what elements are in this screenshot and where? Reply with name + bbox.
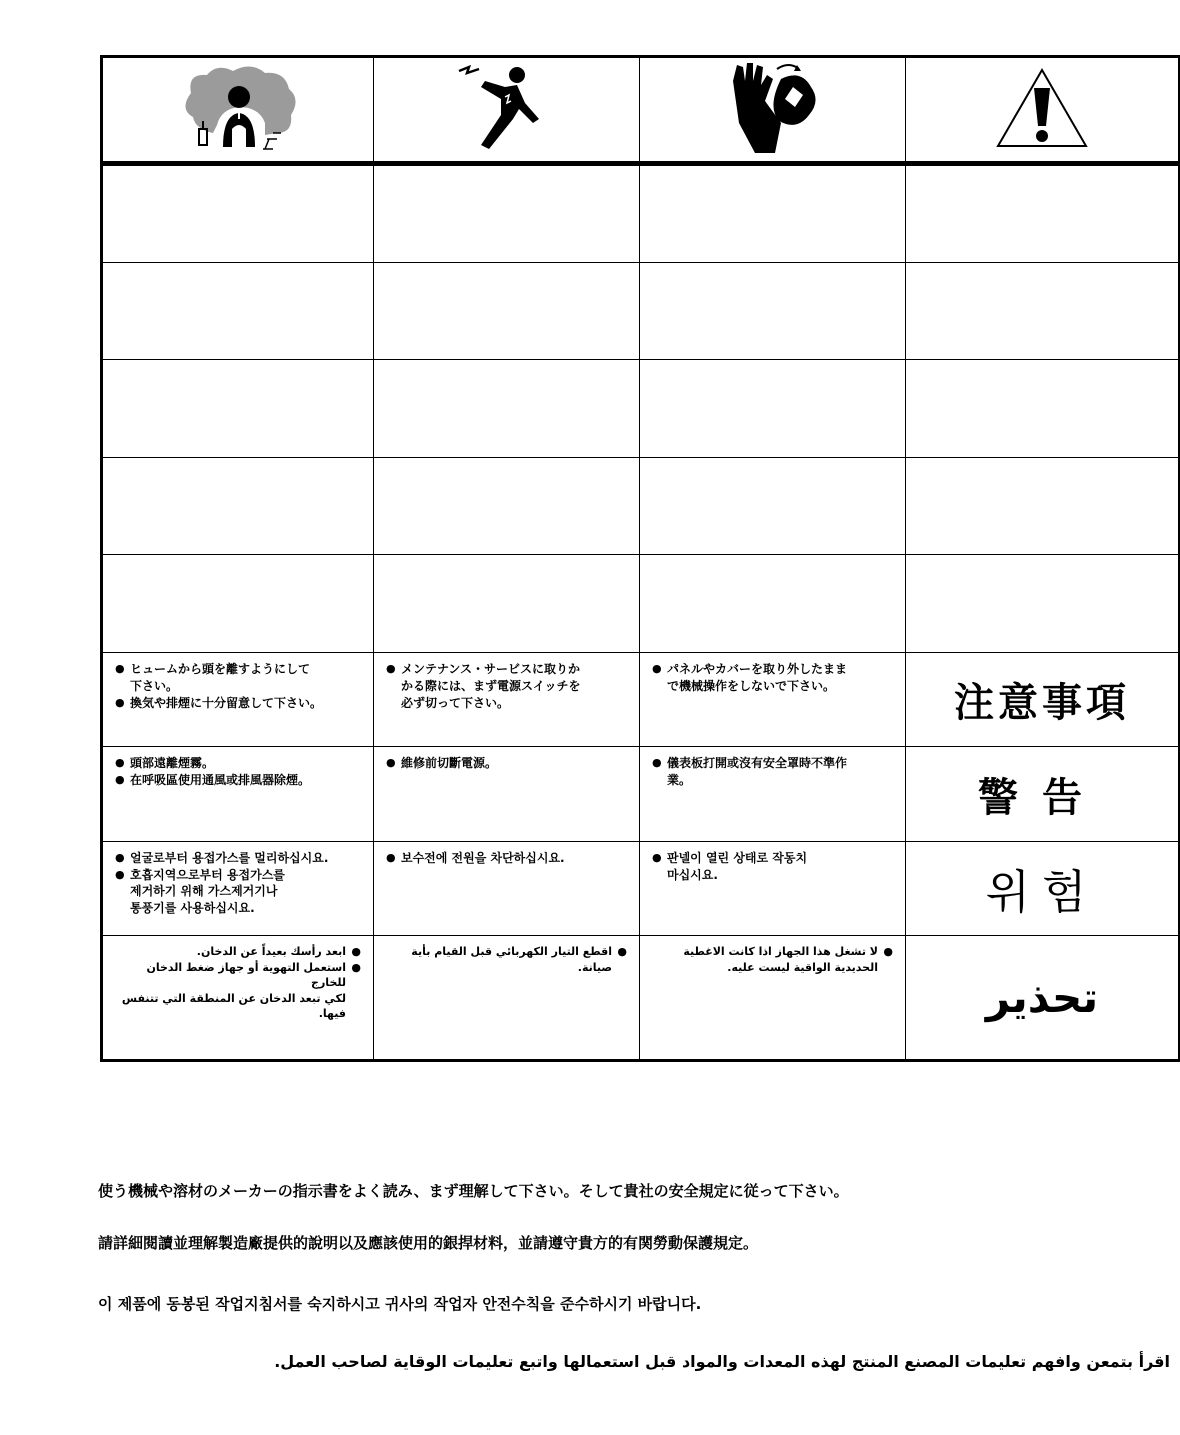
- zh-hand-item-1: ● 儀表板打開或沒有安全罩時不準作 業。: [652, 755, 897, 789]
- ar-shock-cell: [374, 936, 640, 1061]
- footer-korean: 이 제품에 동봉된 작업지침서를 숙지하시고 귀사의 작업자 안전수칙을 준수하시기 바랍니다.: [98, 1295, 702, 1313]
- ja-fumes-item-2: ● 換気や排煙に十分留意して下さい。: [115, 695, 365, 712]
- ja-title: 注意事項: [906, 652, 1180, 746]
- row-korean: [102, 841, 1180, 935]
- warning-table: [100, 55, 1180, 1062]
- zh-fumes-item-1: ● 頭部遠離煙霧。: [115, 755, 365, 772]
- ja-fumes-item-1: ● ヒュームから頭を離すようにして 下さい。: [115, 661, 365, 695]
- ko-fumes-item-1: ● 얼굴로부터 용접가스를 멀리하십시요.: [115, 850, 365, 867]
- zh-hand-cell: [640, 747, 906, 841]
- ar-hand-item-1: ● لا تشغل هذا الجهاز اذا كانت الاغطية الحديدية الواقية ليست عليه.: [648, 944, 893, 975]
- ja-shock-item-1: ● メンテナンス・サービスに取りか かる際には、まず電源スイッチを 必ず切って下さい。: [386, 661, 631, 711]
- ar-fumes-item-2: ● استعمل التهوية أو جهاز ضغط الدخان للخارج لكي تبعد الدخان عن المنطقة التي تتنفس فيها.: [111, 960, 361, 1022]
- ko-fumes-cell: [102, 841, 374, 935]
- ja-hand-item-1: ● パネルやカバーを取り外したまま で機械操作をしないで下さい。: [652, 661, 897, 695]
- icon-cell-fumes: [102, 57, 374, 164]
- blank-row: [102, 360, 1180, 457]
- ko-shock-cell: [374, 841, 640, 935]
- ar-fumes-cell: [102, 936, 374, 1061]
- ar-shock-item-1: ● اقطع التيار الكهربائي قبل القيام بأية صيانة.: [382, 944, 627, 975]
- zh-shock-cell: [374, 747, 640, 841]
- ko-hand-item-1: ● 판넬이 열린 상태로 작동치 마십시요.: [652, 850, 897, 884]
- ar-fumes-item-1: ● ابعد رأسك بعيداً عن الدخان.: [111, 944, 361, 959]
- ja-fumes-cell: [102, 652, 374, 746]
- zh-fumes-cell: [102, 747, 374, 841]
- warning-triangle-icon: [996, 68, 1088, 150]
- icon-cell-hand: [640, 57, 906, 164]
- moving-parts-hand-icon: [723, 61, 823, 157]
- ja-hand-cell: [640, 652, 906, 746]
- blank-row: [102, 457, 1180, 554]
- icon-cell-shock: [374, 57, 640, 164]
- row-chinese: [102, 747, 1180, 841]
- blank-row: [102, 263, 1180, 360]
- electric-shock-icon: [457, 63, 557, 155]
- footer-chinese: 請詳細閱讀並理解製造廠提供的說明以及應該使用的銀捍材料，並請遵守貴方的有関勞動保護規定。: [98, 1234, 759, 1252]
- ko-shock-item-1: ● 보수전에 전원을 차단하십시요.: [386, 850, 631, 867]
- ar-title: تحذير: [906, 936, 1180, 1061]
- icon-row: [102, 57, 1180, 164]
- blank-row: [102, 555, 1180, 652]
- ar-hand-cell: [640, 936, 906, 1061]
- ja-shock-cell: [374, 652, 640, 746]
- footer-arabic: اقرأ بتمعن وافهم تعليمات المصنع المنتج لهذه المعدات والمواد قبل استعمالها واتبع تعليمات الوقاية لصاحب العمل.: [274, 1352, 1170, 1371]
- zh-fumes-item-2: ● 在呼吸區使用通風或排風器除煙。: [115, 772, 365, 789]
- ko-title: 위험: [906, 841, 1180, 935]
- row-arabic: [102, 936, 1180, 1061]
- zh-title: 警告: [906, 747, 1180, 841]
- zh-shock-item-1: ● 維修前切斷電源。: [386, 755, 631, 772]
- ko-hand-cell: [640, 841, 906, 935]
- blank-row: [102, 163, 1180, 262]
- icon-cell-warning: [906, 57, 1180, 164]
- fumes-hazard-icon: [173, 63, 303, 155]
- footer-japanese: 使う機械や溶材のメーカーの指示書をよく読み、まず理解して下さい。そして貴社の安全規定に従って下さい。: [98, 1182, 849, 1200]
- ko-fumes-item-2: ● 호흡지역으로부터 용접가스를 제거하기 위해 가스제거기나 통풍기를 사용하십시요.: [115, 867, 365, 917]
- row-japanese: [102, 652, 1180, 746]
